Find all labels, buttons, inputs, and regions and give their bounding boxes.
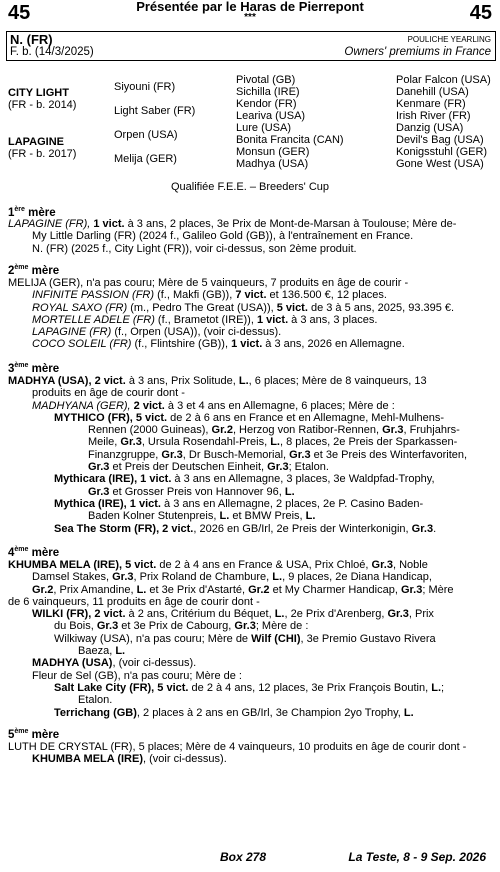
section-title-third-dam: 3ème mère [8,362,60,375]
pedigree-gen3-7: Monsun (GER) [236,146,310,158]
pedigree-dam-info: (FR - b. 2017) [8,148,77,160]
section-title-second-dam: 2ème mère [8,264,60,277]
pedigree-gen4-1: Polar Falcon (USA) [396,74,491,86]
pedigree-gen2-1: Siyouni (FR) [114,81,176,93]
fourth-dam-text: KHUMBA MELA (IRE), 5 vict. de 2 à 4 ans en France & USA, Prix Chloé, Gr.3, Noble Damsel Stakes, Gr.3, Prix Roland de Chambure, L., 9 places, 2e Diana Handicap, Gr.2, Prix Amandine, L. et 3e Prix d'Astarté, Gr.2 et My Charmer Handicap, Gr.3; Mère de 6 vainqueurs, 11 produits en âge de courir dont - WILKI (FR), 2 vict. à 2 ans, Critérium du Béquet, L., 2e Prix d'Arenberg, Gr.3, Prix du Bois, Gr.3 et 3e Prix de Cabourg, Gr.3; Mère de : Wilkiway (USA), n'a pas couru; Mère de Wilf (CHI), 3e Premio Gustavo Rivera Baeza, L. MADHYA (USA), (voir ci-dessus). Fleur de Sel (GB), n'a pas couru; Mère de : Salt Lake City (FR), 5 vict. de 2 à 4 ans, 12 places, 3e Prix François Boutin, L.; Etalon. Terrichang (GB), 2 places à 2 ans en GB/Irl, 3e Champion 2yo Trophy, L. [8,559,454,719]
lot-number-left: 45 [8,2,31,24]
pedigree-gen2-4: Melija (GER) [114,153,177,165]
pedigree-gen2-3: Orpen (USA) [114,129,178,141]
owners-premiums: Owners' premiums in France [344,46,491,58]
third-dam-text: MADHYA (USA), 2 vict. à 3 ans, Prix Solitude, L., 6 places; Mère de 8 vainqueurs, 13 produits en âge de courir dont - MADHYANA (GER), 2 vict. à 3 et 4 ans en Allemagne, 6 places; Mère de : MYTHICO (FR), 5 vict. de 2 à 6 ans en France et en Allemagne, Mehl-Mulhens- Rennen (2000 Guineas), Gr.2, Herzog von Ratibor-Rennen, Gr.3, Fruhjahrs- Meile, Gr.3, Ursula Rosendahl-Preis, L., 8 places, 2e Preis der Sparkassen- Finanzgruppe, Gr.3, Dr Busch-Memorial, Gr.3 et 3e Preis des Winterfavoriten, Gr.3 et Preis der Deutschen Einheit, Gr.3; Etalon. Mythicara (IRE), 1 vict. à 3 ans en Allemagne, 3 places, 3e Waldpfad-Trophy, Gr.3 et Grosser Preis von Hannover 96, L. Mythica (IRE), 1 vict. à 3 ans en Allemagne, 2 places, 2e P. Casino Baden- Baden Kolner Stutenpreis, L. et BMW Preis, L. Sea The Storm (FR), 2 vict., 2026 en GB/Irl, 2e Preis der Winterkonigin, Gr.3. [8,375,468,535]
pedigree-gen2-2: Light Saber (FR) [114,105,196,117]
sale-place-date: La Teste, 8 - 9 Sep. 2026 [348,850,486,864]
pedigree-sire-info: (FR - b. 2014) [8,99,77,111]
pedigree-gen4-2: Danehill (USA) [396,86,469,98]
qualification: Qualifiée F.E.E. – Breeders' Cup [170,181,329,193]
second-dam-text: MELIJA (GER), n'a pas couru; Mère de 5 vainqueurs, 7 produits en âge de courir - INFINITE PASSION (FR) (f., Makfi (GB)), 7 vict. et 136.500 €, 12 places. ROYAL SAXO (FR) (m., Pedro The Great (USA)), 5 vict. de 3 à 5 ans, 2025, 93.395 €. MORTELLE ADELE (FR) (f., Brametot (IRE)), 1 vict. à 3 ans, 3 places. LAPAGINE (FR) (f., Orpen (USA)), (voir ci-dessus). COCO SOLEIL (FR) (f., Flintshire (GB)), 1 vict. à 3 ans, 2026 en Allemagne. [8,277,455,351]
identity-box [6,31,496,61]
section-title-fifth-dam: 5ème mère [8,728,60,741]
box-number: Box 278 [220,850,267,864]
consignor-title: Présentée par le Haras de Pierrepont [136,0,364,14]
section-title-first-dam: 1ère mère [8,206,56,219]
pedigree-gen3-4: Leariva (USA) [236,110,306,122]
pedigree-gen3-2: Sichilla (IRE) [236,86,300,98]
rating-stars: *** [244,12,256,23]
pedigree-gen4-7: Konigsstuhl (GER) [396,146,488,158]
pedigree-gen3-3: Kendor (FR) [236,98,297,110]
first-dam-text: LAPAGINE (FR), 1 vict. à 3 ans, 2 places, 3e Prix de Mont-de-Marsan à Toulouse; Mère de- My Little Darling (FR) (2024 f., Galileo Gold (GB)), à l'entraînement en France. N. (FR) (2025 f., City Light (FR)), voir ci-dessus, son 2ème produit. [8,218,457,255]
pedigree-gen3-8: Madhya (USA) [236,158,309,170]
pedigree-gen4-3: Kenmare (FR) [396,98,466,110]
horse-name: N. (FR) [10,32,53,47]
horse-birth: F. b. (14/3/2025) [10,46,94,58]
pedigree-gen4-4: Irish River (FR) [396,110,471,122]
pedigree-dam: LAPAGINE [8,136,65,148]
horse-category: POULICHE YEARLING [407,35,491,44]
pedigree-gen4-6: Devil's Bag (USA) [396,134,484,146]
pedigree-gen3-1: Pivotal (GB) [236,74,296,86]
section-title-fourth-dam: 4ème mère [8,546,60,559]
pedigree-gen3-5: Lure (USA) [236,122,292,134]
pedigree-gen4-8: Gone West (USA) [396,158,484,170]
pedigree-sire: CITY LIGHT [8,87,69,99]
lot-number-right: 45 [469,2,492,24]
fifth-dam-text: LUTH DE CRYSTAL (FR), 5 places; Mère de 4 vainqueurs, 10 produits en âge de courir dont - KHUMBA MELA (IRE), (voir ci-dessus). [8,741,467,766]
pedigree-gen4-5: Danzig (USA) [396,122,464,134]
pedigree-gen3-6: Bonita Francita (CAN) [236,134,344,146]
